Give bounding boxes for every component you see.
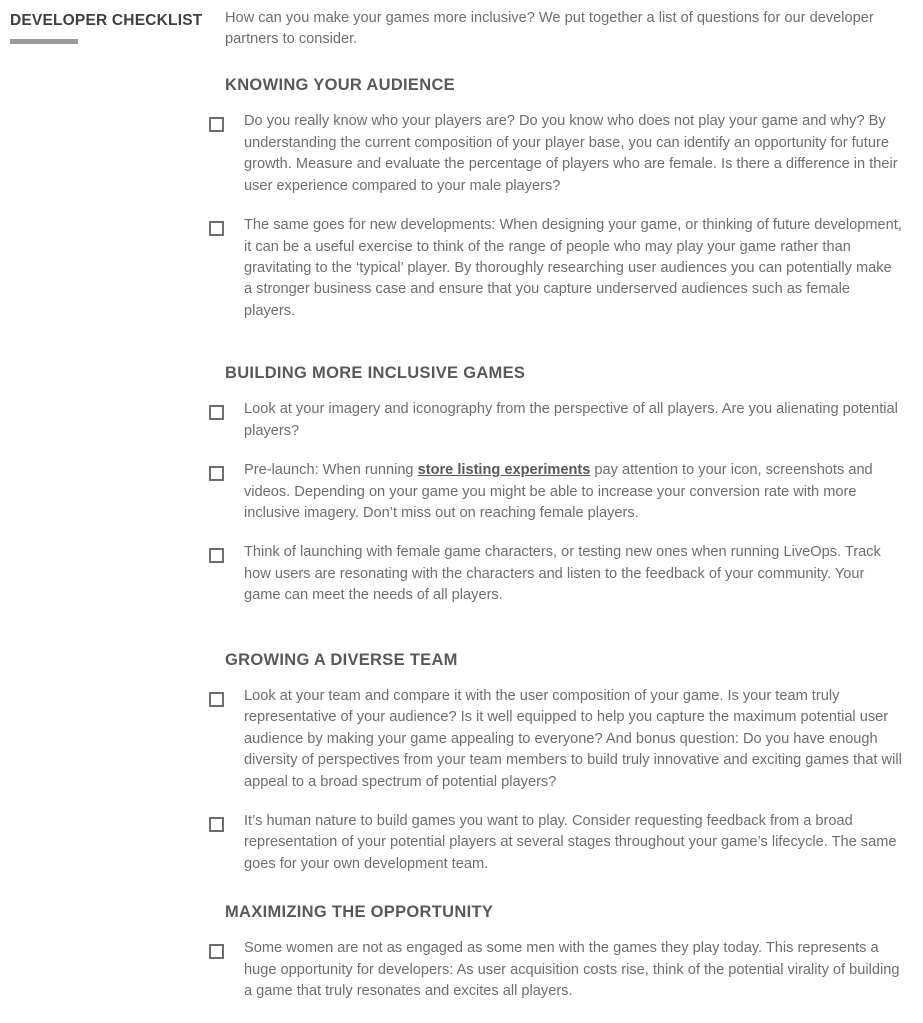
- checklist-item[interactable]: [225, 460, 905, 524]
- checklist-item[interactable]: [225, 215, 905, 322]
- checklist-item-text: Do you really know who your players are? Do you know who does not play your game and why? By understanding the current composition of your player base, you can identify an opportunity for future growth. Measure and evaluate the percentage of players who are female. Is there a difference in their user experience compared to your male players?: [244, 113, 898, 194]
- checklist-item-text: It’s human nature to build games you want to play. Consider requesting feedback from a broad representation of your potential players at several stages throughout your game’s lifecycle. The same goes for your own development team.: [244, 812, 897, 872]
- store-listing-experiments-link[interactable]: store listing experiments: [417, 462, 591, 479]
- checklist-item-text: Look at your team and compare it with the user composition of your game. Is your team truly representative of your audience? Is it well equipped to help you capture the maximum potential user audience by making your game appealing to everyone? And bonus question: Do you have enough diversity of perspectives from your team members to build truly innovative and exciting games that will appeal to a broad spectrum of potential players?: [244, 687, 902, 790]
- checklist-item[interactable]: [225, 399, 905, 442]
- checkbox-icon[interactable]: [209, 548, 224, 563]
- section-heading: MAXIMIZING THE OPPORTUNITY: [225, 903, 494, 922]
- checkbox-icon[interactable]: [209, 405, 224, 420]
- section-heading: GROWING A DIVERSE TEAM: [225, 650, 458, 669]
- checkbox-icon[interactable]: [209, 817, 224, 832]
- section-heading: KNOWING YOUR AUDIENCE: [225, 76, 455, 95]
- checklist-item[interactable]: [225, 686, 905, 793]
- checklist-item[interactable]: [225, 811, 905, 875]
- checklist-item-text: The same goes for new developments: When designing your game, or thinking of future development, it can be a useful exercise to think of the range of people who may play your game rather than gravitating to the ‘typical’ player. By thoroughly researching user audiences you can potentially make a stronger business case and ensure that you capture underserved audiences such as female players.: [244, 217, 902, 319]
- item-text-prefix: Pre-launch: When running: [244, 462, 418, 479]
- checkbox-icon[interactable]: [209, 692, 224, 707]
- checkbox-icon[interactable]: [209, 221, 224, 236]
- section-maximizing-the-opportunity: [225, 903, 905, 1002]
- document-label-column: [10, 12, 215, 44]
- checkbox-icon[interactable]: [209, 117, 224, 132]
- section-knowing-your-audience: [225, 76, 905, 322]
- checklist-item-text: Some women are not as engaged as some men with the games they play today. This represents a huge opportunity for developers: As user acquisition costs rise, think of the potential virality of building a game that truly resonates and excites all players.: [244, 940, 900, 1000]
- checklist-content: [225, 8, 905, 1021]
- intro-paragraph: How can you make your games more inclusive? We put together a list of questions for our developer partners to consider.: [225, 10, 874, 48]
- section-building-more-inclusive-games: [225, 364, 905, 607]
- checkbox-icon[interactable]: [209, 944, 224, 959]
- title-underline-rule: [10, 39, 78, 44]
- checklist-item[interactable]: [225, 938, 905, 1002]
- checkbox-icon[interactable]: [209, 466, 224, 481]
- item-text-suffix: pay attention to your icon, screenshots and videos. Depending on your game you might be able to increase your conversion rate with more inclusive imagery. Don’t miss out on reaching female players.: [244, 462, 873, 521]
- page-title: DEVELOPER CHECKLIST: [10, 12, 203, 29]
- checklist-item[interactable]: [225, 542, 905, 606]
- checklist-item[interactable]: [225, 111, 905, 197]
- checklist-item-text: [244, 460, 902, 524]
- section-growing-a-diverse-team: [225, 651, 905, 876]
- section-heading: BUILDING MORE INCLUSIVE GAMES: [225, 364, 526, 383]
- checklist-item-text: Think of launching with female game characters, or testing new ones when running LiveOps. Track how users are resonating with the characters and listen to the feedback of your community. Your game can meet the needs of all players.: [244, 544, 881, 604]
- checklist-item-text: Look at your imagery and iconography from the perspective of all players. Are you alienating potential players?: [244, 401, 898, 439]
